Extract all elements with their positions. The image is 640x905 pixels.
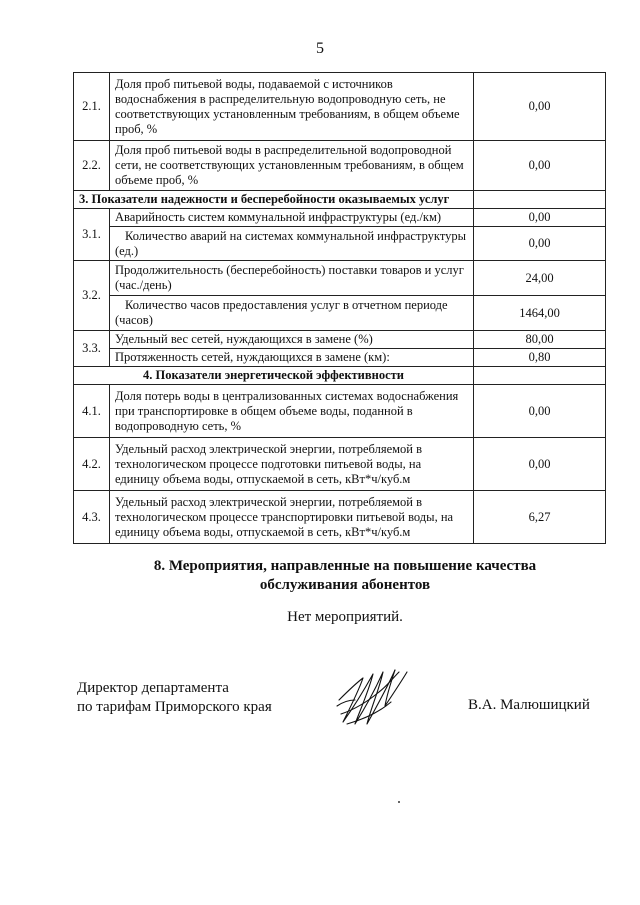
indicator-text: Продолжительность (бесперебойность) поставки товаров и услуг (час./день) [110,261,474,296]
empty-cell [474,191,606,209]
indicator-value: 80,00 [474,331,606,349]
indicator-text: Доля проб питьевой воды, подаваемой с источников водоснабжения в распределительную водопроводную сеть, не соответствующих установленным требованиям, в общем объеме проб, % [110,73,474,141]
empty-cell [474,367,606,385]
table-row [74,227,606,261]
indicator-value: 0,80 [474,349,606,367]
table-row [74,491,606,544]
row-number: 3.3. [74,331,110,367]
table-row [74,141,606,191]
table-row [74,438,606,491]
row-number: 3.1. [74,209,110,261]
row-number: 4.2. [74,438,110,491]
signatory-position-line2: по тарифам Приморского края [77,699,272,715]
table-row [74,349,606,367]
indicator-value: 0,00 [474,141,606,191]
section-8-heading-line2: обслуживания абонентов [259,577,431,593]
table-row [74,296,606,331]
indicator-text: Удельный расход электрической энергии, потребляемой в технологическом процессе транспортировки питьевой воды, на единицу объема воды, отпускаемой в сеть, кВт*ч/куб.м [110,491,474,544]
indicators-table [73,72,606,544]
indicator-text: Количество аварий на системах коммунальной инфраструктуры (ед.) [110,227,474,261]
indicator-text: Протяженность сетей, нуждающихся в замене (км): [110,349,474,367]
section-3-title: 3. Показатели надежности и бесперебойности оказываемых услуг [74,191,474,209]
handwritten-signature [333,662,413,732]
indicator-text: Количество часов предоставления услуг в отчетном периоде (часов) [110,296,474,331]
indicator-value: 1464,00 [474,296,606,331]
indicator-text: Доля потерь воды в централизованных системах водоснабжения при транспортировке в общем объеме воды, поданной в водопроводную сеть, % [110,385,474,438]
table-row [74,385,606,438]
indicator-text: Удельный вес сетей, нуждающихся в замене (%) [110,331,474,349]
section-4-title: 4. Показатели энергетической эффективности [74,367,474,385]
signatory-position-line1: Директор департамента [77,680,229,696]
page-number: 5 [316,40,324,57]
row-number: 2.1. [74,73,110,141]
indicator-value: 0,00 [474,227,606,261]
row-number: 2.2. [74,141,110,191]
section-8-body: Нет мероприятий. [287,609,403,625]
table-row [74,331,606,349]
section-8-heading [0,557,640,595]
signatory-position [77,679,272,717]
signatory-name: В.А. Малюшицкий [468,697,590,713]
table-row [74,261,606,296]
table-row [74,73,606,141]
indicator-value: 0,00 [474,209,606,227]
indicator-value: 0,00 [474,438,606,491]
indicator-text: Удельный расход электрической энергии, потребляемой в технологическом процессе подготовки питьевой воды, на единицу объема воды, отпускаемой в сеть, кВт*ч/куб.м [110,438,474,491]
indicator-value: 24,00 [474,261,606,296]
indicator-value: 0,00 [474,73,606,141]
table-row [74,209,606,227]
section-header-row [74,191,606,209]
indicator-value: 6,27 [474,491,606,544]
row-number: 4.3. [74,491,110,544]
indicator-text: Аварийность систем коммунальной инфраструктуры (ед./км) [110,209,474,227]
scan-speck [398,801,400,803]
indicator-text: Доля проб питьевой воды в распределительной водопроводной сети, не соответствующих установленным требованиям, в общем объеме проб, % [110,141,474,191]
row-number: 4.1. [74,385,110,438]
indicator-value: 0,00 [474,385,606,438]
section-header-row [74,367,606,385]
row-number: 3.2. [74,261,110,331]
section-8-heading-line1: 8. Мероприятия, направленные на повышение качества [153,558,537,574]
